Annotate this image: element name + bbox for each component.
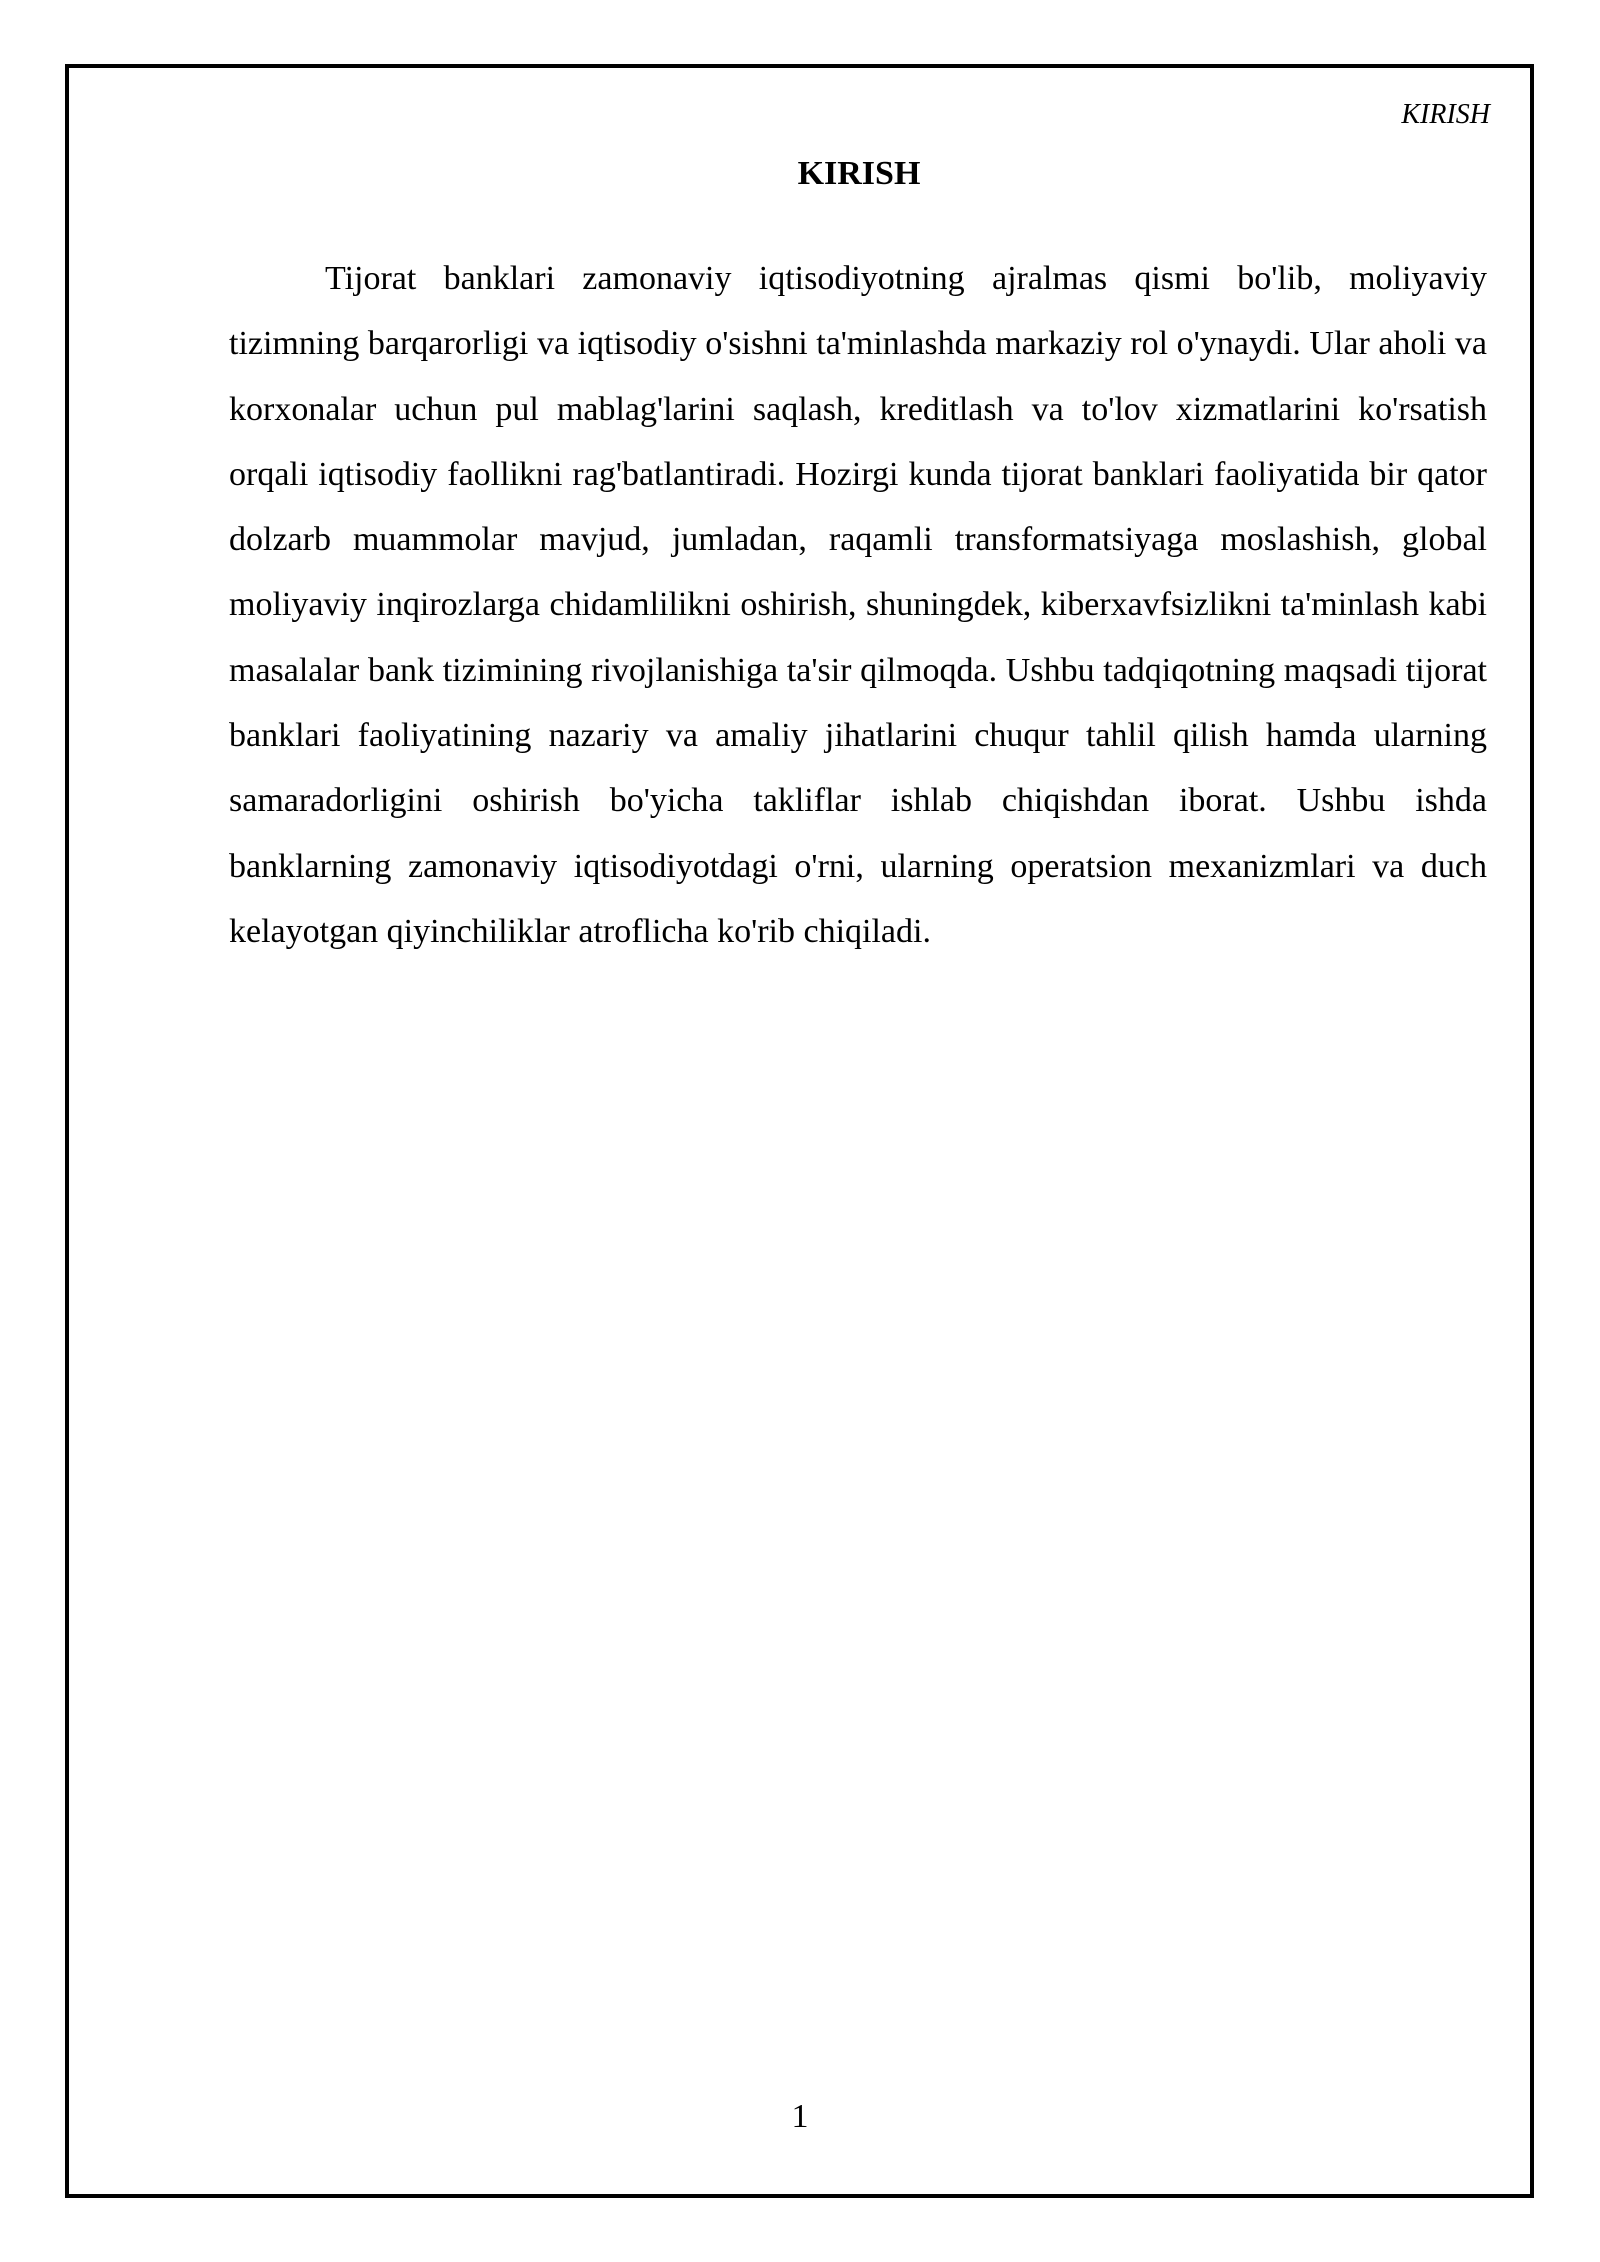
body-paragraph: Tijorat banklari zamonaviy iqtisodiyotning ajralmas qismi bo'lib, moliyaviy tizimning barqarorligi va iqtisodiy o'sishni ta'minlashda markaziy rol o'ynaydi. Ular aholi va korxonalar uchun pul mablag'larini saqlash, kreditlash va to'lov xizmatlarini ko'rsatish orqali iqtisodiy faollikni rag'batlantiradi. Hozirgi kunda tijorat banklari faoliyatida bir qator dolzarb muammolar mavjud, jumladan, raqamli transformatsiyaga moslashish, global moliyaviy inqirozlarga chidamlilikni oshirish, shuningdek, kiberxavfsizlikni ta'minlash kabi masalalar bank tizimining rivojlanishiga ta'sir qilmoqda. Ushbu tadqiqotning maqsadi tijorat banklari faoliyatining nazariy va amaliy jihatlarini chuqur tahlil qilish hamda ularning samaradorligini oshirish bo'yicha takliflar ishlab chiqishdan iborat. Ushbu ishda banklarning zamonaviy iqtisodiyotdagi o'rni, ularning operatsion mexanizmlari va duch kelayotgan qiyinchiliklar atroflicha ko'rib chiqiladi. [229, 260, 1487, 950]
running-header: KIRISH [1401, 99, 1490, 130]
page-number: 1 [791, 2098, 809, 2135]
chapter-title: KIRISH [797, 155, 921, 192]
